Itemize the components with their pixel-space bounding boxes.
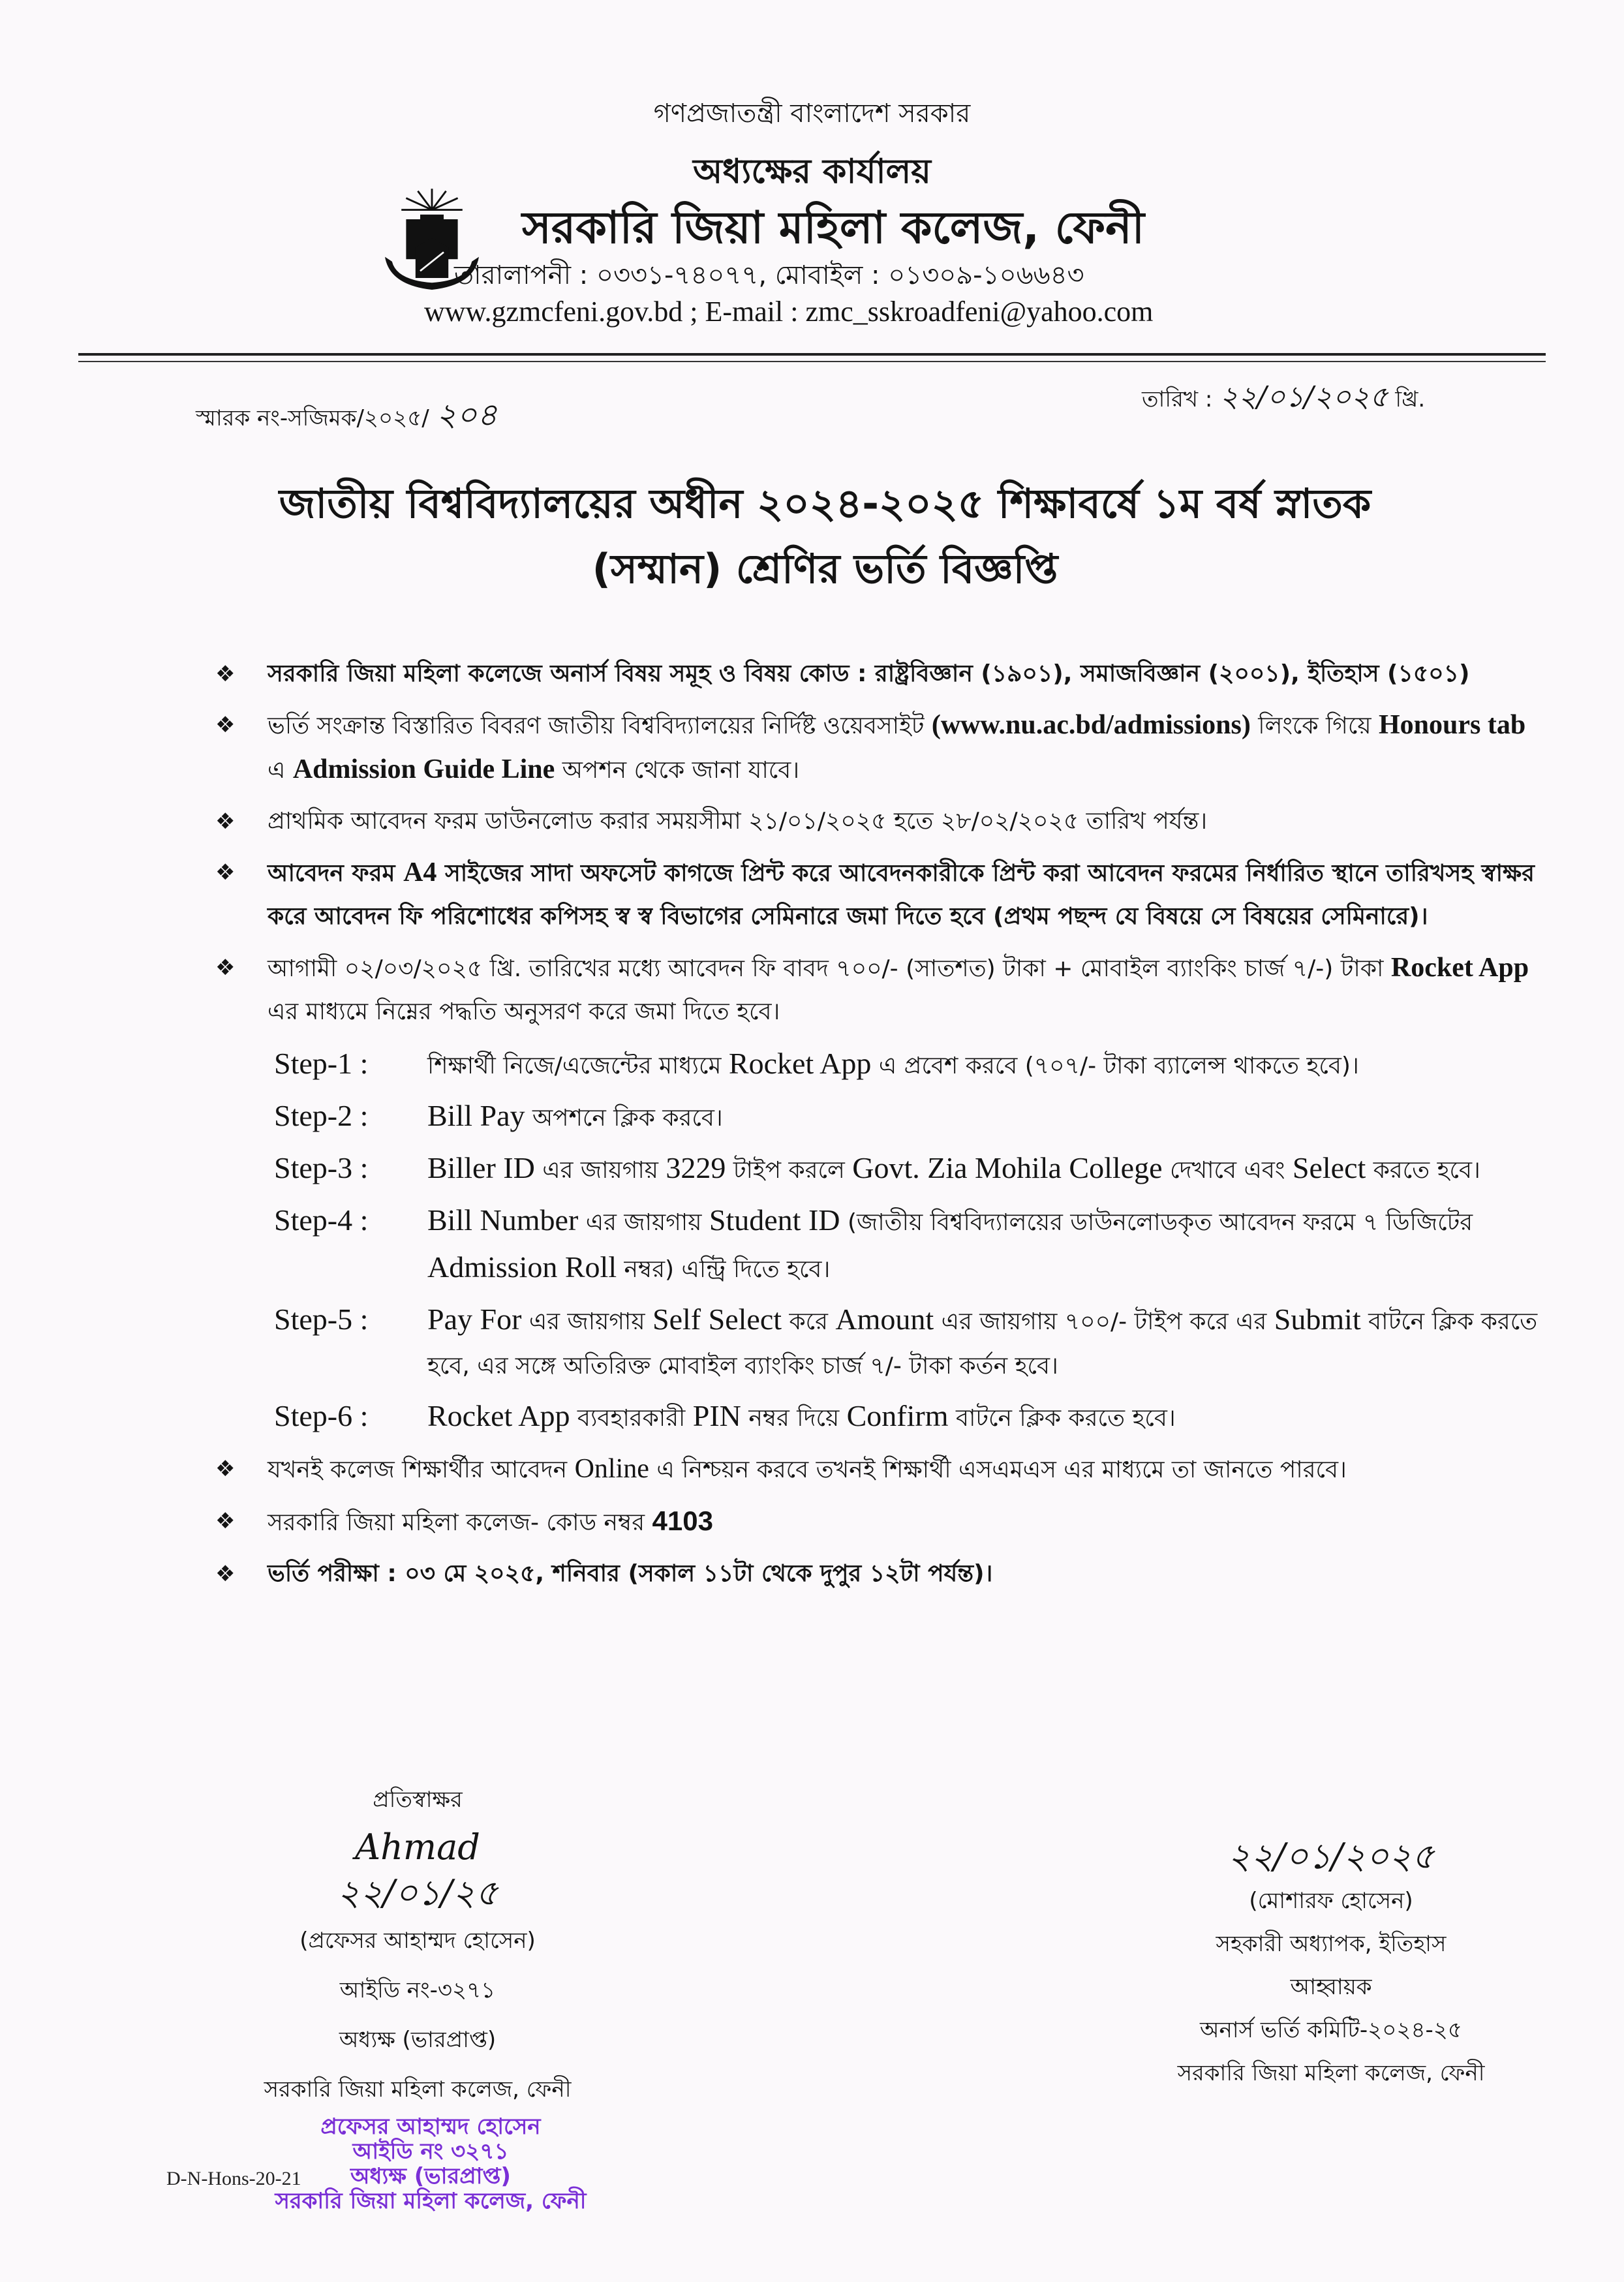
website-email[interactable]: www.gzmcfeni.gov.bd ; E-mail : zmc_sskroadfeni@yahoo.com <box>424 296 1154 328</box>
step-text-part: এর জায়গায় <box>534 1157 666 1184</box>
convener-signature: ২২/০১/২০২৫ <box>1227 1836 1435 1877</box>
header-divider-thin <box>78 361 1546 362</box>
principal-signature: Ahmad <box>355 1827 480 1868</box>
memo-handwritten-number: ২০৪ <box>436 397 498 433</box>
bullet-diamond-icon: ❖ <box>215 1456 236 1482</box>
step-text-part: ব্যবহারকারী <box>570 1405 693 1432</box>
step-term: Confirm <box>846 1399 949 1432</box>
step-label: Step-3 : <box>274 1151 369 1184</box>
step-text-part: টাইপ করলে <box>726 1157 853 1184</box>
bullet-online-confirmation <box>215 1447 1539 1492</box>
bullet-college-code <box>215 1500 1539 1545</box>
payment-step-3 <box>274 1146 1539 1193</box>
payment-step-5 <box>274 1297 1539 1389</box>
principal-name: (প্রফেসর আহাম্মদ হোসেন) <box>299 1928 536 1954</box>
countersign-block <box>215 1775 620 2114</box>
step-term: Amount <box>835 1303 934 1336</box>
bullet-text: ভর্তি সংক্রান্ত বিস্তারিত বিবরণ জাতীয় বিশ্ববিদ্যালয়ের নির্দিষ্ট ওয়েবসাইট <box>268 713 932 739</box>
step-text <box>427 1146 1539 1193</box>
title-line-1: জাতীয় বিশ্ববিদ্যালয়ের অধীন ২০২৪-২০২৫ শিক্ষাবর্ষে ১ম বর্ষ স্নাতক <box>279 480 1371 527</box>
title-line-2: (সম্মান) শ্রেণির ভর্তি বিজ্ঞপ্তি <box>592 545 1058 593</box>
step-term: PIN <box>692 1399 741 1432</box>
step-term: Rocket App <box>427 1399 570 1432</box>
bullet-download-period <box>215 800 1539 843</box>
bullet-text: আগামী ০২/০৩/২০২৫ খ্রি. তারিখের মধ্যে আবেদন ফি বাবদ ৭০০/- (সাতশত) টাকা + মোবাইল ব্যাংকিং চার্জ ৭/-) টাকা <box>268 955 1391 982</box>
step-text-part: শিক্ষার্থী নিজে/এজেন্টের মাধ্যমে <box>427 1053 729 1079</box>
bullet-text: প্রাথমিক আবেদন ফরম ডাউনলোড করার সময়সীমা ২১/০১/২০২৫ হতে ২৮/০২/২০২৫ তারিখ পর্যন্ত। <box>268 808 1208 835</box>
bullet-text: সাইজের সাদা অফসেট কাগজে প্রিন্ট করে আবেদনকারীকে প্রিন্ট করা আবেদন ফরমের নির্ধারিত স্থানে তারিখসহ স্বাক্ষর করে আবেদন ফি পরিশোধের কপিসহ স্ব স্ব বিভাগের সেমিনারে জমা দিতে হবে (প্রথম পছন্দ যে বিষয়ে সে বিষয়ের সেমিনারে)। <box>268 860 1535 930</box>
principal-signed-date: ২২/০১/২৫ <box>337 1872 498 1913</box>
contact-phone: তারালাপনী : ০৩৩১-৭৪০৭৭, মোবাইল : ০১৩০৯-১০৬৬৪৩ <box>454 260 1084 290</box>
step-term: Select <box>1292 1151 1366 1184</box>
nu-admissions-link[interactable]: (www.nu.ac.bd/admissions) <box>931 710 1251 740</box>
step-term: Student ID <box>709 1203 840 1237</box>
bullet-diamond-icon: ❖ <box>215 809 236 835</box>
convener-designation: সহকারী অধ্যাপক, ইতিহাস <box>1216 1931 1447 1957</box>
bullet-text: যখনই কলেজ শিক্ষার্থীর আবেদন <box>268 1457 575 1483</box>
step-text <box>427 1198 1539 1292</box>
stamp-name: প্রফেসর আহাম্মদ হোসেন <box>320 2114 541 2140</box>
step-text-part: করে <box>782 1308 836 1335</box>
countersign-heading: প্রতিস্বাক্ষর <box>373 1787 463 1813</box>
step-text-part: এ প্রবেশ করবে (৭০৭/- টাকা ব্যালেন্স থাকতে হবে)। <box>871 1053 1359 1079</box>
header-divider-thick <box>78 353 1546 356</box>
principal-seal-stamp <box>261 2114 600 2213</box>
step-text-part: বাটনে ক্লিক করতে হবে, এর সঙ্গে অতিরিক্ত মোবাইল ব্যাংকিং চার্জ ৭/- টাকা কর্তন হবে। <box>427 1308 1538 1380</box>
step-label: Step-6 : <box>274 1399 369 1432</box>
bullet-text: এর মাধ্যমে নিম্নের পদ্ধতি অনুসরণ করে জমা দিতে হবে। <box>268 998 780 1025</box>
payment-step-1 <box>274 1041 1539 1088</box>
bullet-diamond-icon: ❖ <box>215 1561 236 1587</box>
principal-institution: সরকারি জিয়া মহিলা কলেজ, ফেনী <box>264 2076 572 2103</box>
bullet-text: ভর্তি পরীক্ষা : ০৩ মে ২০২৫, শনিবার (সকাল ১১টা থেকে দুপুর ১২টা পর্যন্ত)। <box>268 1560 993 1587</box>
bullet-diamond-icon: ❖ <box>215 712 236 738</box>
bullet-fee-payment <box>215 946 1539 1034</box>
bullet-diamond-icon: ❖ <box>215 955 236 981</box>
bullet-text: আবেদন ফরম <box>268 860 404 887</box>
convener-committee: অনার্স ভর্তি কমিটি-২০২৪-২৫ <box>1200 2017 1462 2043</box>
convener-institution: সরকারি জিয়া মহিলা কলেজ, ফেনী <box>1177 2060 1485 2086</box>
date-suffix: খ্রি. <box>1388 386 1426 412</box>
college-name: সরকারি জিয়া মহিলা কলেজ, ফেনী <box>522 202 1145 254</box>
bullet-text: অপশন থেকে জানা যাবে। <box>555 757 800 784</box>
step-text <box>427 1094 1539 1141</box>
step-text-part: করতে হবে। <box>1366 1157 1480 1184</box>
college-code: 4103 <box>652 1505 713 1536</box>
stamp-id: আইডি নং ৩২৭১ <box>352 2138 509 2165</box>
stamp-designation: অধ্যক্ষ (ভারপ্রাপ্ত) <box>350 2163 511 2189</box>
step-text-part: অপশনে ক্লিক করবে। <box>525 1105 723 1132</box>
step-text-part: নম্বর দিয়ে <box>741 1405 847 1432</box>
step-term: Self Select <box>652 1303 782 1336</box>
date-handwritten: ২২/০১/২০২৫ <box>1219 380 1388 414</box>
step-term: Biller ID <box>427 1151 535 1184</box>
bullet-text: সরকারি জিয়া মহিলা কলেজে অনার্স বিষয় সমূহ ও বিষয় কোড : রাষ্ট্রবিজ্ঞান (১৯০১), সমাজবিজ্ঞান (২০০১), ইতিহাস (১৫০১) <box>268 660 1470 687</box>
rocket-app-text: Rocket App <box>1390 953 1529 983</box>
memo-number <box>196 392 497 443</box>
principal-designation: অধ্যক্ষ (ভারপ্রাপ্ত) <box>339 2027 497 2053</box>
payment-steps-list <box>274 1041 1539 1441</box>
step-text <box>427 1041 1539 1088</box>
bullet-diamond-icon: ❖ <box>215 1508 236 1534</box>
notice-title <box>157 471 1494 602</box>
step-label: Step-5 : <box>274 1303 369 1336</box>
step-text-part: (জাতীয় বিশ্ববিদ্যালয়ের ডাউনলোডকৃত আবেদন ফরমে ৭ ডিজিটের <box>840 1209 1473 1236</box>
admission-guide-line-text: Admission Guide Line <box>292 754 555 784</box>
step-term: Submit <box>1274 1303 1361 1336</box>
notice-date <box>1142 375 1425 423</box>
bullet-subjects <box>215 653 1539 696</box>
step-text-part: এর জায়গায় ৭০০/- টাইপ করে এর <box>934 1308 1274 1335</box>
payment-step-4 <box>274 1198 1539 1292</box>
step-label: Step-4 : <box>274 1203 369 1237</box>
bullet-text: এ <box>268 757 293 784</box>
bullet-form-submission <box>215 851 1539 938</box>
principal-id: আইডি নং-৩২৭১ <box>339 1977 496 2003</box>
step-term: Bill Pay <box>427 1099 525 1132</box>
convener-role: আহ্বায়ক <box>1290 1974 1372 2000</box>
bullet-text: এ নিশ্চয়ন করবে তখনই শিক্ষার্থী এসএমএস এর মাধ্যমে তা জানতে পারবে। <box>649 1457 1347 1483</box>
payment-step-2 <box>274 1094 1539 1141</box>
step-label: Step-2 : <box>274 1099 369 1132</box>
step-text-part: দেখাবে এবং <box>1162 1157 1293 1184</box>
convener-name: (মোশারফ হোসেন) <box>1249 1888 1413 1914</box>
step-term: Admission Roll <box>427 1250 617 1284</box>
bullet-admission-test <box>215 1552 1539 1596</box>
step-term: Govt. Zia Mohila College <box>852 1151 1163 1184</box>
bullet-diamond-icon: ❖ <box>215 661 236 687</box>
online-text: Online <box>574 1454 649 1484</box>
step-label: Step-1 : <box>274 1047 369 1080</box>
stamp-institution: সরকারি জিয়া মহিলা কলেজ, ফেনী <box>275 2188 587 2214</box>
step-text-part: নম্বর) এন্ট্রি দিতে হবে। <box>617 1256 831 1283</box>
bullet-text: লিংকে গিয়ে <box>1250 713 1379 739</box>
payment-step-6 <box>274 1394 1539 1441</box>
paper-size-text: A4 <box>403 857 437 887</box>
bullet-admission-guide <box>215 703 1539 792</box>
step-text <box>427 1297 1539 1389</box>
step-term: Bill Number <box>427 1203 579 1237</box>
step-term: Rocket App <box>728 1047 872 1080</box>
office-name: অধ্যক্ষের কার্যালয় <box>693 152 931 191</box>
memo-prefix: স্মারক নং-সজিমক/২০২৫/ <box>196 405 437 431</box>
bullet-diamond-icon: ❖ <box>215 859 236 886</box>
step-term: Pay For <box>427 1303 522 1336</box>
government-name: গণপ্রজাতন্ত্রী বাংলাদেশ সরকার <box>653 99 971 129</box>
step-text-part: এর জায়গায় <box>521 1308 653 1335</box>
step-term: 3229 <box>666 1151 726 1184</box>
step-text-part: বাটনে ক্লিক করতে হবে। <box>948 1405 1176 1432</box>
convener-block <box>1103 1834 1559 2095</box>
bullet-text: সরকারি জিয়া মহিলা কলেজ- কোড নম্বর <box>268 1509 652 1536</box>
document-id: D-N-Hons-20-21 <box>166 2168 301 2189</box>
honours-tab-text: Honours tab <box>1379 710 1526 740</box>
step-text-part: এর জায়গায় <box>578 1209 709 1236</box>
step-text <box>427 1394 1539 1441</box>
date-label: তারিখ : <box>1142 386 1220 412</box>
notice-bullet-list <box>215 653 1539 1603</box>
